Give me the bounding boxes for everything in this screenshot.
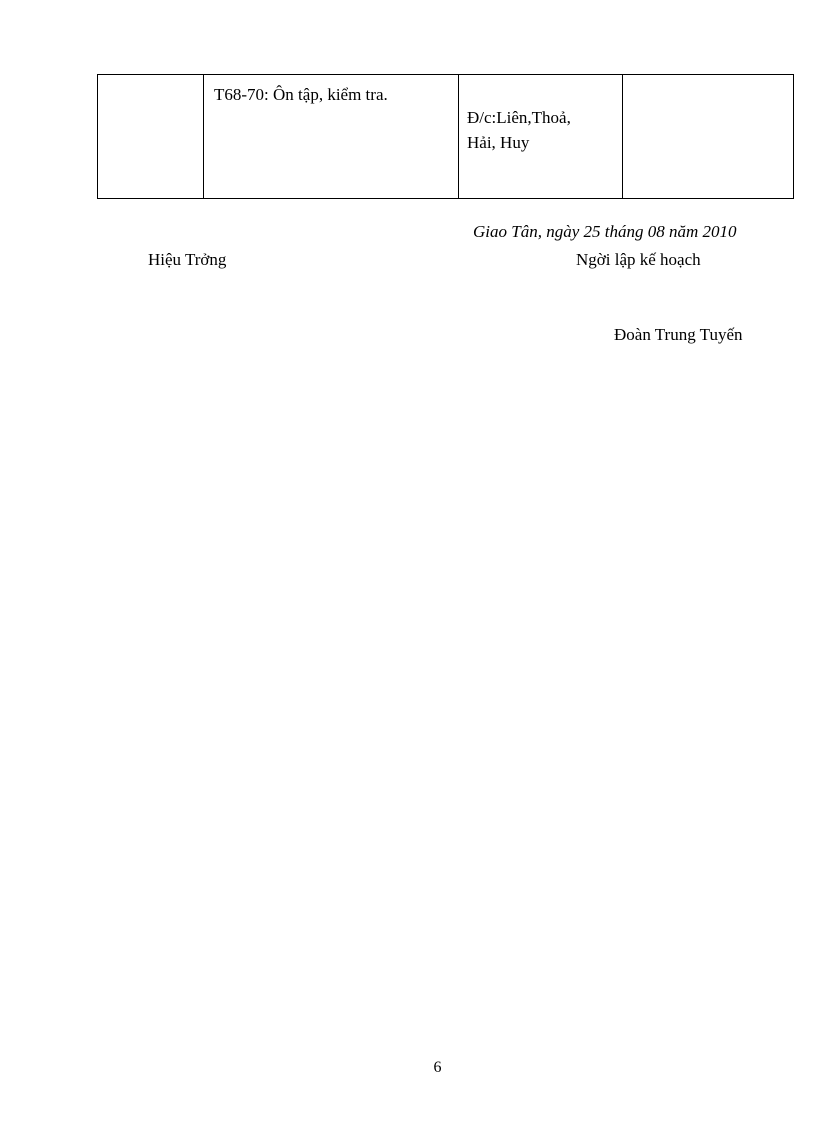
planner-name: Đoàn Trung Tuyến (614, 325, 743, 344)
plan-table (97, 74, 794, 199)
table-row (98, 75, 794, 199)
planner-title: Ngời lập kế hoạch (576, 250, 701, 269)
table-cell-col4 (623, 75, 794, 199)
page-number: 6 (433, 1059, 442, 1076)
principal-title: Hiệu Trởng (148, 250, 227, 269)
table-cell-lesson (204, 75, 459, 199)
place-date-line: Giao Tân, ngày 25 tháng 08 năm 2010 (473, 222, 737, 241)
table-cell-staff (459, 75, 623, 199)
staff-line-1: Đ/c:Liên,Thoả, (467, 108, 571, 127)
staff-line-2: Hải, Huy (467, 133, 530, 152)
lesson-text: T68-70: Ôn tập, kiểm tra. (214, 85, 388, 104)
table-cell-col1 (98, 75, 204, 199)
